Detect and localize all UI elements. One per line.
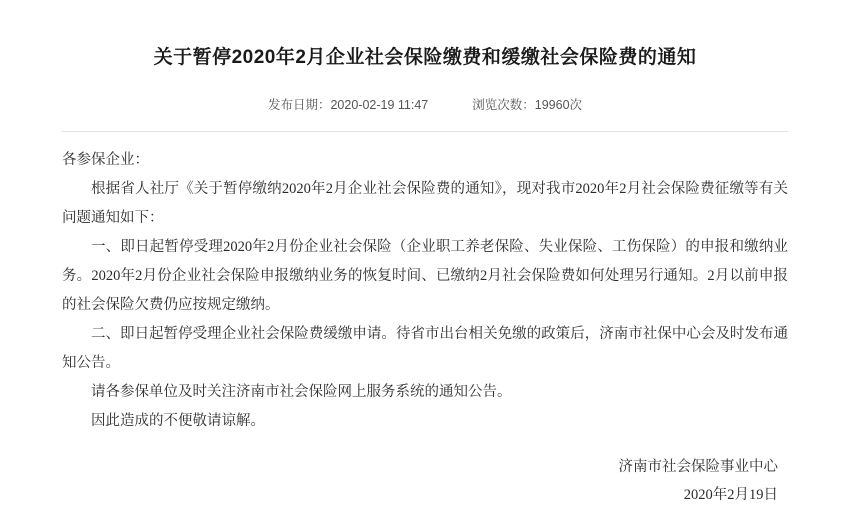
view-count-label: 浏览次数： [472, 98, 535, 112]
publish-date [268, 95, 428, 113]
document-signature [62, 454, 788, 509]
document-body [62, 146, 788, 436]
paragraph-salutation: 各参保企业： [62, 152, 149, 168]
signature-date: 2020年2月19日 [683, 486, 778, 503]
document-meta [62, 95, 788, 113]
paragraph-apology: 因此造成的不便敬请谅解。 [91, 413, 265, 429]
header-divider [62, 131, 788, 132]
view-count-value: 19960次 [534, 98, 583, 112]
paragraph-notice: 请各参保单位及时关注济南市社会保险网上服务系统的通知公告。 [91, 384, 512, 400]
view-count [472, 95, 582, 113]
signature-org: 济南市社会保险事业中心 [618, 459, 778, 475]
publish-date-value: 2020-02-19 11:47 [330, 98, 429, 112]
paragraph-item-1: 一、即日起暂停受理2020年2月份企业社会保险（企业职工养老保险、失业保险、工伤保险）的申报和缴纳业务。2020年2月份企业社会保险申报缴纳业务的恢复时间、已缴纳2月社会保险费如何处理另行通知。2月以前申报的社会保险欠费仍应按规定缴纳。 [62, 239, 788, 313]
page-title: 关于暂停2020年2月企业社会保险缴费和缓缴社会保险费的通知 [153, 47, 697, 68]
publish-date-label: 发布日期： [267, 98, 331, 112]
paragraph-item-2: 二、即日起暂停受理企业社会保险费缓缴申请。待省市出台相关免缴的政策后，济南市社保中心会及时发布通知公告。 [62, 326, 788, 371]
paragraph-intro: 根据省人社厅《关于暂停缴纳2020年2月企业社会保险费的通知》，现对我市2020年2月社会保险费征缴等有关问题通知如下： [62, 181, 788, 226]
